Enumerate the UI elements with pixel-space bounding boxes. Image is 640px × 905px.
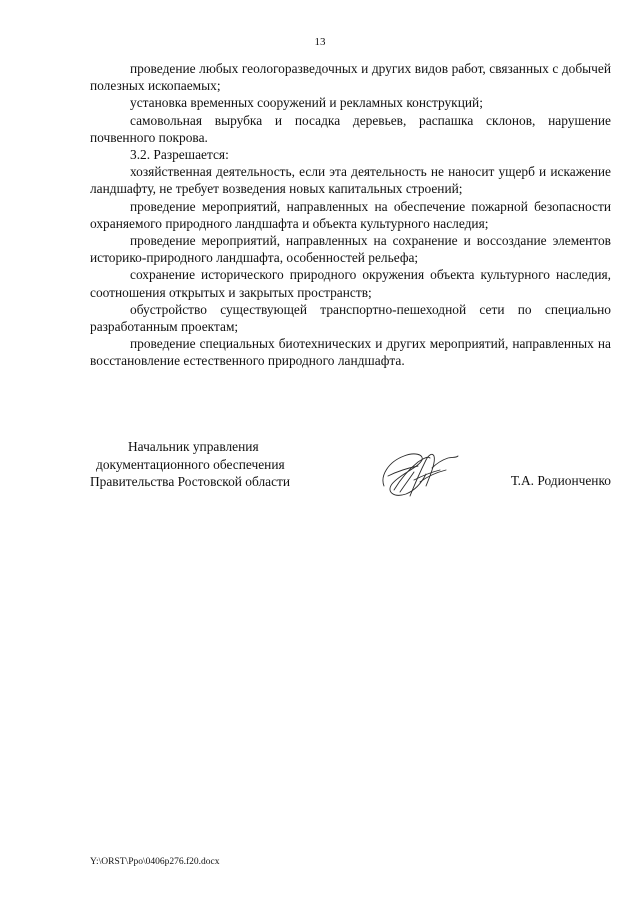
file-path-footer: Y:\ORST\Ppo\0406p276.f20.docx: [90, 857, 220, 867]
handwritten-signature: [374, 446, 466, 504]
paragraph: самовольная вырубка и посадка деревьев, распашка склонов, нарушение почвенного покрова.: [90, 112, 611, 145]
paragraph: проведение любых геологоразведочных и других видов работ, связанных с добычей полезных ископаемых;: [90, 61, 611, 94]
signatory-title: [90, 438, 330, 491]
page-number: 13: [314, 36, 326, 48]
paragraph: хозяйственная деятельность, если эта деятельность не наносит ущерб и искажение ландшафту, не требует возведения новых капитальных строений;: [90, 164, 611, 197]
section-heading: 3.2. Разрешается:: [130, 147, 229, 163]
signatory-title-line: Правительства Ростовской области: [90, 474, 291, 489]
signatory-title-line: Начальник управления: [128, 439, 259, 454]
paragraph: сохранение исторического природного окружения объекта культурного наследия, соотношения открытых и закрытых пространств;: [90, 267, 611, 300]
paragraph: проведение специальных биотехнических и других мероприятий, направленных на восстановление естественного природного ландшафта.: [90, 336, 611, 369]
paragraph: установка временных сооружений и рекламных конструкций;: [130, 95, 483, 111]
paragraph: проведение мероприятий, направленных на обеспечение пожарной безопасности охраняемого природного ландшафта и объекта культурного наследия;: [90, 198, 611, 231]
document-body: [90, 60, 611, 370]
signatory-name: Т.А. Родионченко: [510, 473, 611, 488]
paragraph: обустройство существующей транспортно-пешеходной сети по специально разработанным проектам;: [90, 301, 611, 335]
signatory-title-line: документационного обеспечения: [96, 456, 285, 472]
paragraph: проведение мероприятий, направленных на сохранение и воссоздание элементов историко-природного ландшафта, особенностей рельефа;: [90, 233, 611, 266]
